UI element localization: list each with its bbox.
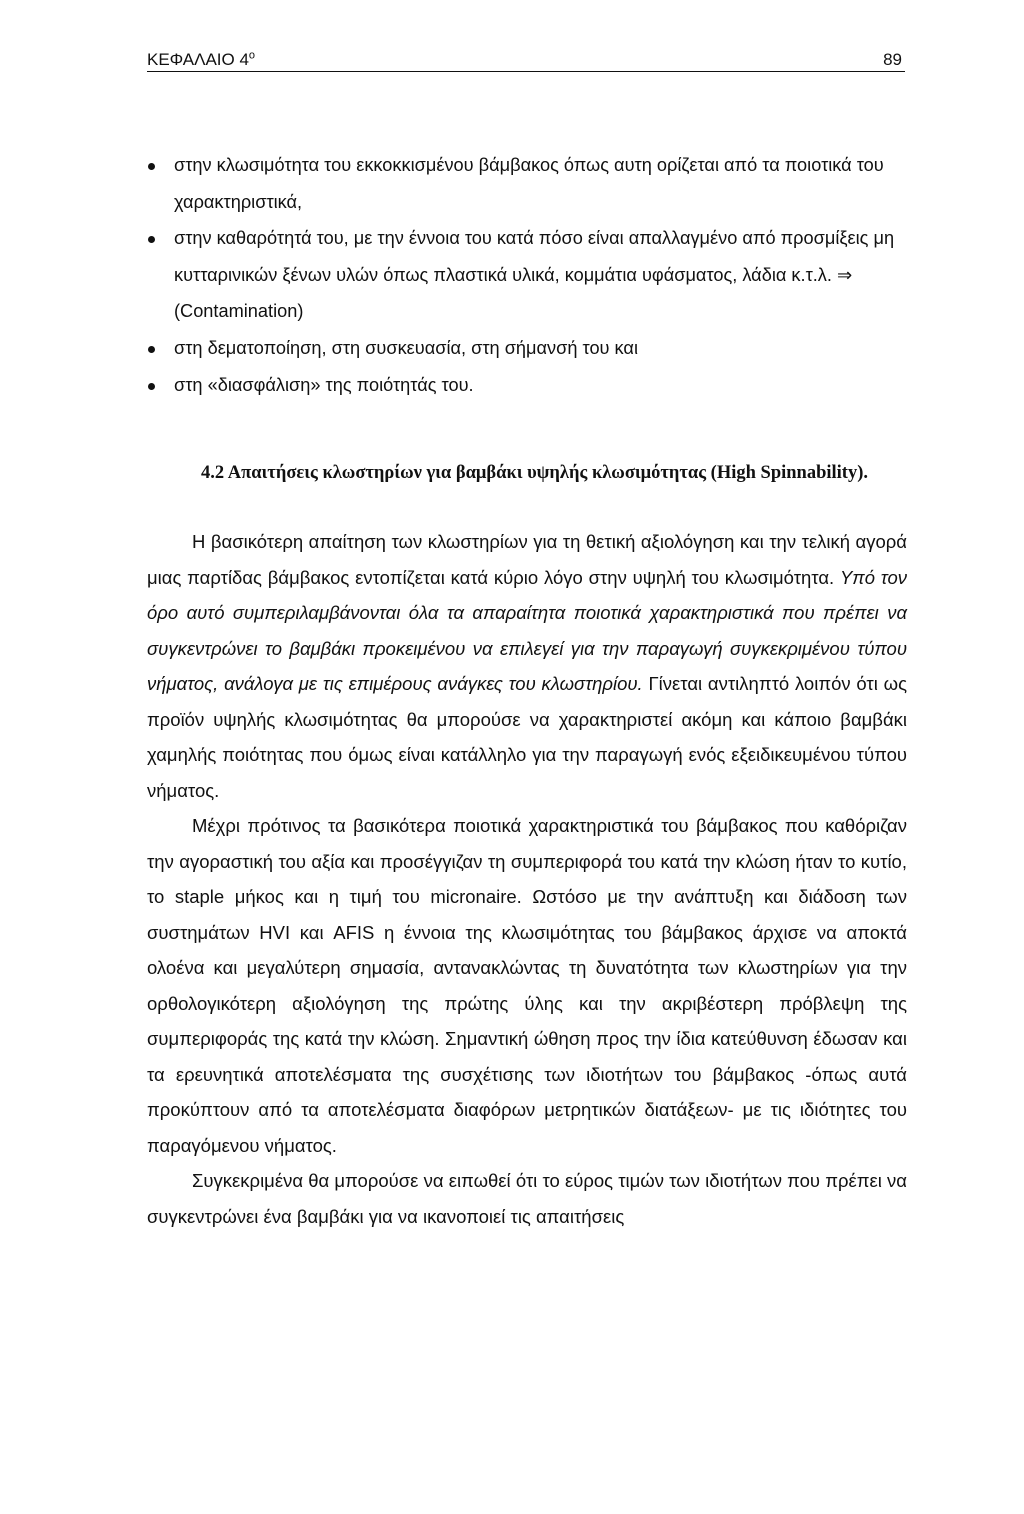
running-header	[147, 50, 905, 72]
bullet-icon	[148, 163, 155, 170]
bullet-text: στην κλωσιμότητα του εκκοκκισμένου βάμβακος όπως αυτη ορίζεται από τα ποιοτικά του χαρακτηριστικά,	[174, 155, 884, 212]
paragraph-3: Συγκεκριμένα θα μπορούσε να ειπωθεί ότι το εύρος τιμών των ιδιοτήτων που πρέπει να συγκεντρώνει ένα βαμβάκι για να ικανοποιεί τις απαιτήσεις	[147, 1170, 907, 1227]
list-item	[148, 147, 908, 220]
bullet-list	[148, 147, 908, 403]
bullet-icon	[148, 346, 155, 353]
body-text	[147, 524, 907, 1234]
bullet-text: στην καθαρότητά του, με την έννοια του κατά πόσο είναι απαλλαγμένο από προσμίξεις μη κυτταρινικών ξένων υλών όπως πλαστικά υλικά, κομμάτια υφάσματος, λάδια κ.τ.λ. ⇒ (Contamination)	[174, 228, 895, 322]
paragraph-2: Μέχρι πρότινος τα βασικότερα ποιοτικά χαρακτηριστικά του βάμβακος που καθόριζαν την αγοραστική του αξία και προσέγγιζαν τη συμπεριφορά του κατά την κλώση ήταν το κυτίο, το staple μήκος και η τιμή του micronaire. Ωστόσο με την ανάπτυξη και διάδοση των συστημάτων HVI και AFIS η έννοια της κλωσιμότητας του βάμβακος άρχισε να αποκτά ολοένα και μεγαλύτερη σημασία, αντανακλώντας τη δυνατότητα των κλωστηρίων για την ορθολογικότερη αξιολόγηση της πρώτης ύλης και την ακριβέστερη πρόβλεψη της συμπεριφοράς της κατά την κλώση. Σημαντική ώθηση προς την ίδια κατεύθυνση έδωσαν και τα ερευνητικά αποτελέσματα της συσχέτισης των ιδιοτήτων του βάμβακος -όπως αυτά προκύπτουν από τα αποτελέσματα διαφόρων μετρητικών διατάξεων- με τις ιδιότητες του παραγόμενου νήματος.	[147, 815, 907, 1156]
chapter-superscript: ο	[248, 49, 256, 62]
list-item	[148, 220, 908, 330]
paragraph-1: Η βασικότερη απαίτηση των κλωστηρίων για τη θετική αξιολόγηση και την τελική αγορά μιας παρτίδας βάμβακος εντοπίζεται κατά κύριο λόγο στην υψηλή του κλωσιμότητα. Υπό τον όρο αυτό συμπεριλαμβάνονται όλα τα απαραίτητα ποιοτικά χαρακτηριστικά που πρέπει να συγκεντρώνει το βαμβάκι προκειμένου να επιλεγεί για την παραγωγή συγκεκριμένου τύπου νήματος, ανάλογα με τις επιμέρους ανάγκες του κλωστηρίου. Γίνεται αντιληπτό λοιπόν ότι ως προϊόν υψηλής κλωσιμότητας θα μπορούσε να χαρακτηριστεί ακόμη και κάποιο βαμβάκι χαμηλής ποιότητας που όμως είναι κατάλληλο για την παραγωγή ενός εξειδικευμένου τύπου νήματος.	[147, 531, 907, 801]
bullet-icon	[148, 236, 155, 243]
bullet-text: στη δεματοποίηση, στη συσκευασία, στη σήμανσή του και	[174, 337, 638, 358]
bullet-text: στη «διασφάλιση» της ποιότητάς του.	[174, 374, 474, 395]
bullet-icon	[148, 383, 155, 390]
italic-definition: Υπό τον όρο αυτό συμπεριλαμβάνονται όλα τα απαραίτητα ποιοτικά χαρακτηριστικά που πρέπει να συγκεντρώνει το βαμβάκι προκειμένου να επιλεγεί για την παραγωγή συγκεκριμένου τύπου νήματος, ανάλογα με τις επιμέρους ανάγκες του κλωστηρίου.	[147, 566, 907, 694]
chapter-label: ΚΕΦΑΛΑΙΟ $4^o$	[147, 49, 256, 69]
section-heading: 4.2 Απαιτήσεις κλωστηρίων για βαμβάκι υψηλής κλωσιμότητας (High Spinnability).	[201, 463, 868, 483]
page-number: 89	[883, 50, 902, 69]
list-item	[148, 367, 908, 404]
list-item	[148, 330, 908, 367]
